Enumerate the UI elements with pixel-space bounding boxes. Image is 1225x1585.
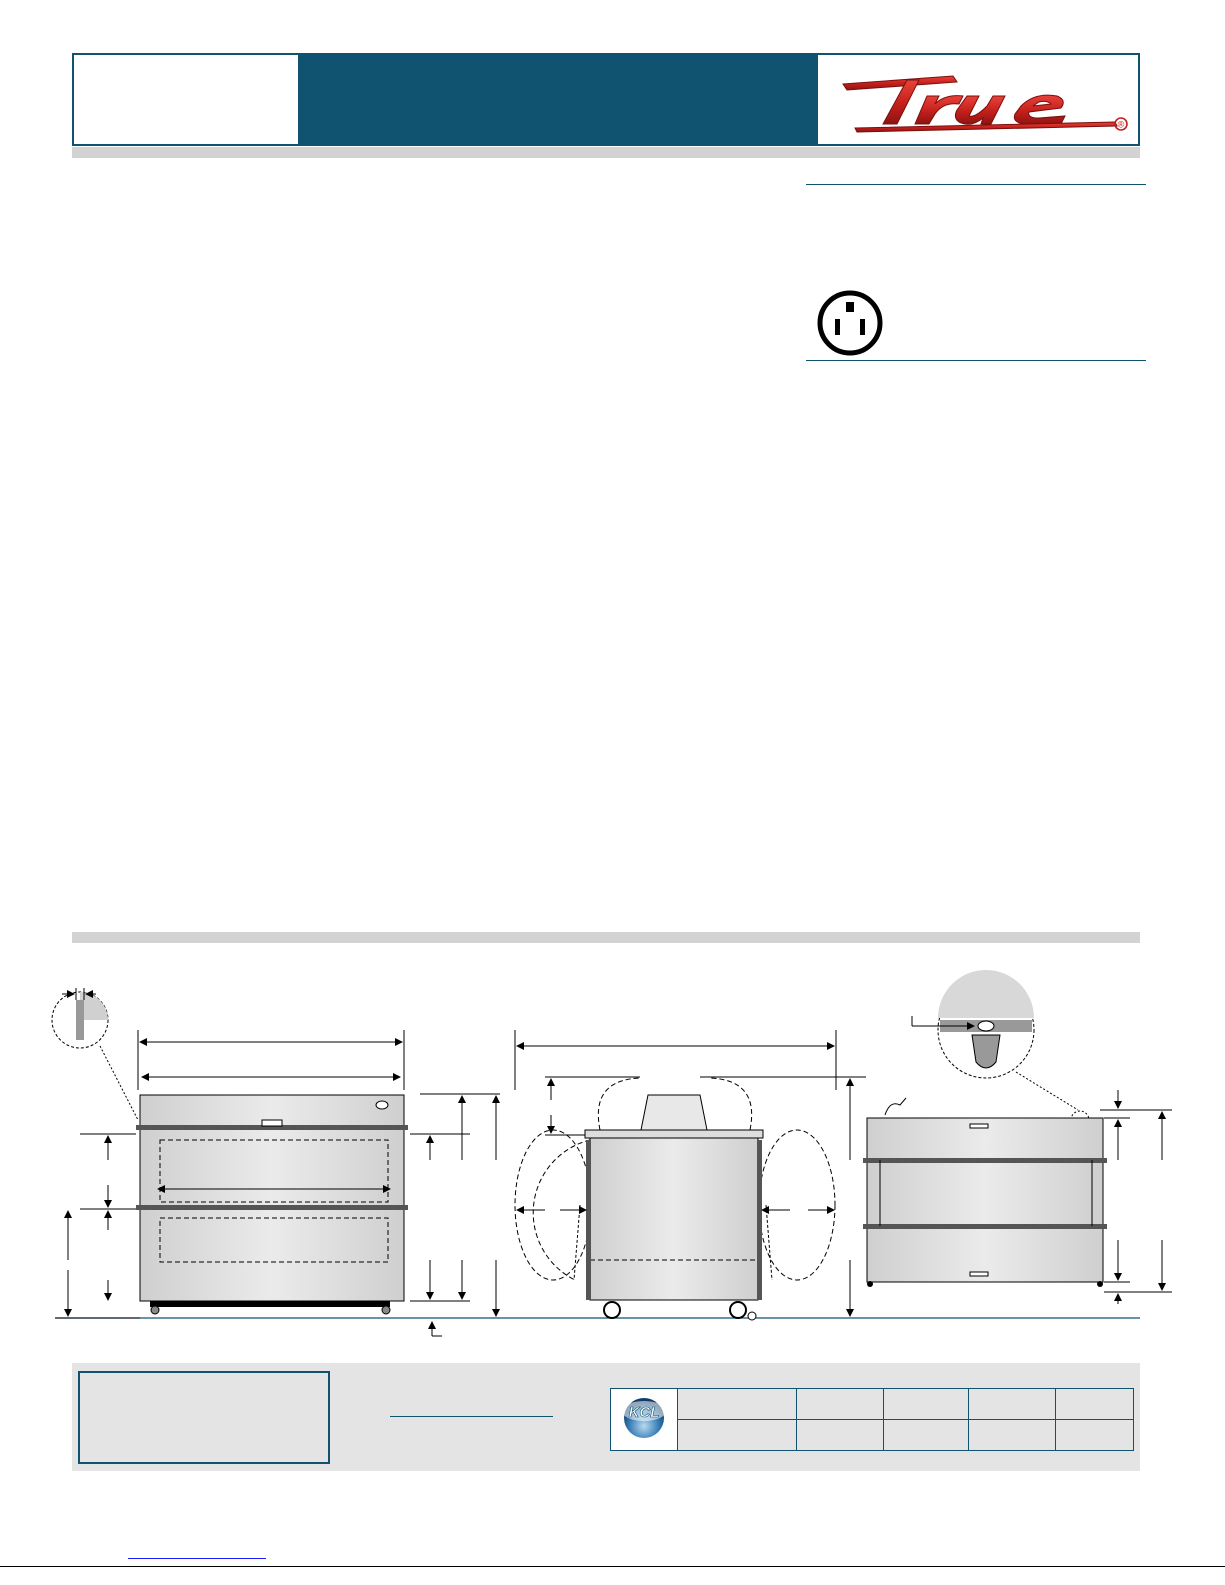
dimension-drawings — [0, 960, 1225, 1340]
approval-cell — [678, 1389, 797, 1420]
header-title-band — [298, 53, 818, 146]
brand-logo — [835, 62, 1135, 140]
kcl-logo — [611, 1389, 678, 1451]
approval-cell — [1056, 1420, 1134, 1451]
front-view-drawing — [52, 988, 500, 1336]
approval-cell — [884, 1389, 969, 1420]
approval-cell — [884, 1420, 969, 1451]
footer-signature-line — [390, 1416, 553, 1417]
electrical-panel-top-rule — [806, 184, 1146, 185]
plug-outlet-icon — [815, 288, 885, 358]
approval-cell — [969, 1420, 1056, 1451]
drawings-divider — [72, 932, 1140, 943]
rear-view-drawing — [863, 970, 1172, 1304]
footer-info-box — [78, 1371, 330, 1464]
kcl-logo-text: KCL — [628, 1404, 660, 1421]
page-bottom-rule — [0, 1566, 1225, 1567]
approval-cell — [678, 1420, 797, 1451]
side-view-drawing — [515, 1030, 866, 1320]
footer-link[interactable] — [128, 1558, 266, 1559]
registered-mark: ® — [1117, 119, 1125, 130]
approval-cell — [1056, 1389, 1134, 1420]
approval-cell — [797, 1420, 884, 1451]
approval-table — [610, 1388, 1134, 1451]
electrical-panel-bottom-rule — [806, 360, 1146, 361]
approval-cell — [797, 1389, 884, 1420]
header-underline — [72, 147, 1140, 158]
approval-cell — [969, 1389, 1056, 1420]
